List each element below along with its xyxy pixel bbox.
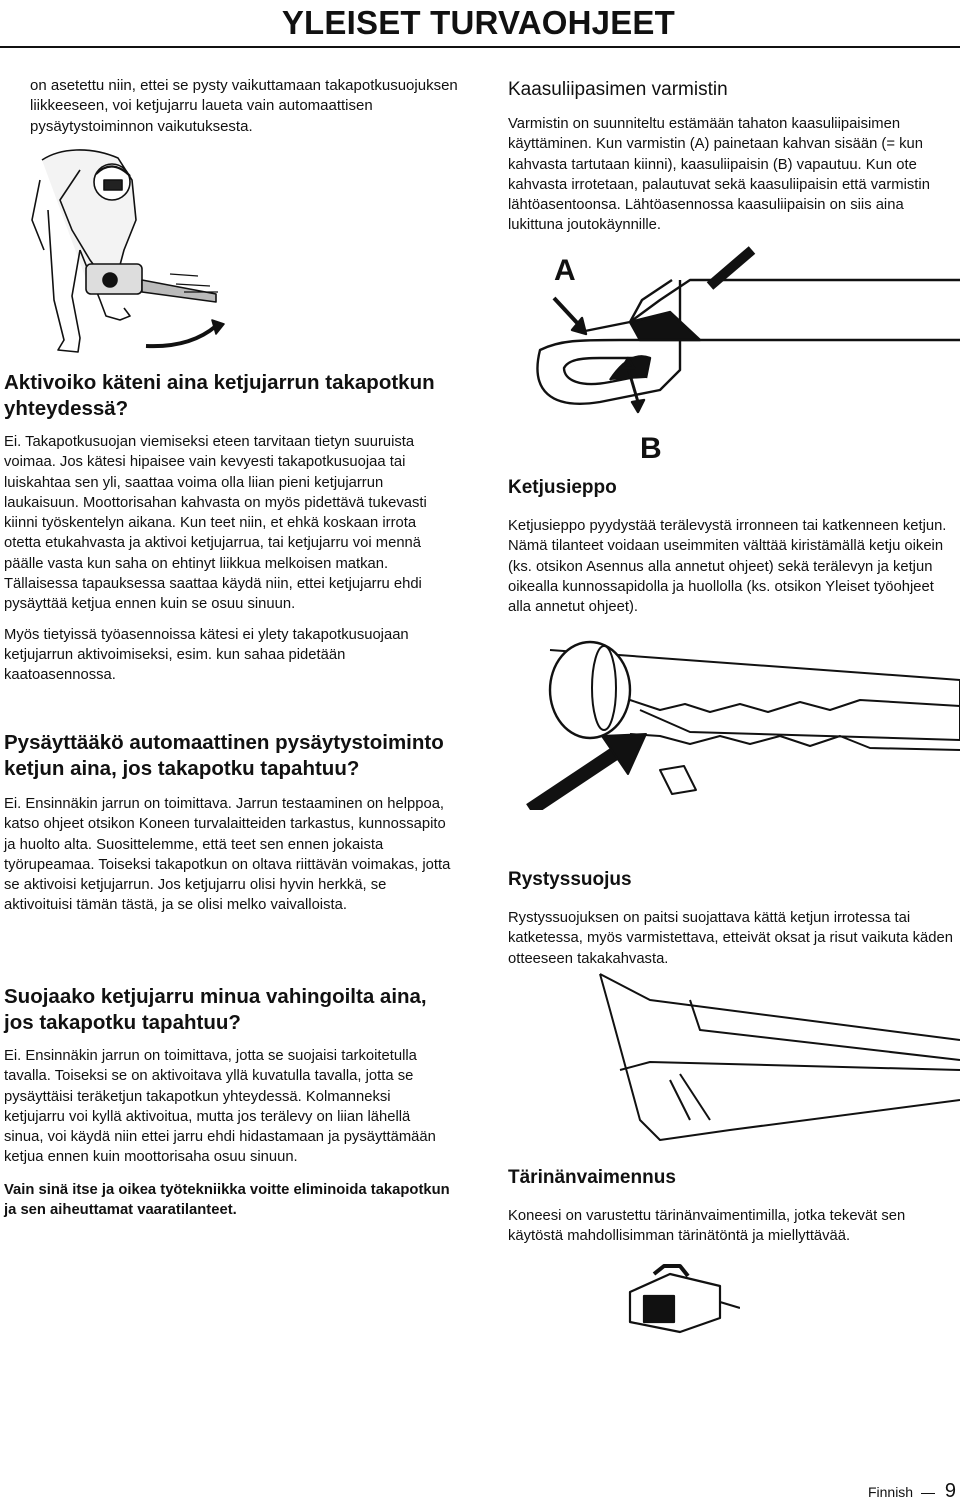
section-heading: Pysäyttääkö automaattinen pysäytystoiminto ketjun aina, jos takapotku tapahtuu?: [4, 731, 444, 780]
label-b: B: [640, 432, 662, 465]
hand-guard-illustration: [590, 970, 960, 1145]
vibration-damping-illustration: [610, 1262, 740, 1352]
paragraph: Ei. Ensinnäkin jarrun on toimittava, jotta se suojaisi tarkoitetulla tavalla. Toiseksi se on aktivoitava yllä kuvatulla tavalla, jotta se pysäyttäisi teräketjun takapotkun yhteydessä. Kolmanneksi ketjujarru voi kyllä aktivoitua, mutta jos terälevy on liian lähellä sinua, voi käydä niin ettei jarru ehdi hidastamaan ja pysäyttämään ketjua ennen kuin moottorisaha osuu sinuun.: [4, 1048, 436, 1166]
header-rule: [0, 46, 960, 48]
paragraph: Ei. Takapotkusuojan viemiseksi eteen tarvitaan tietyn suuruista voimaa. Jos kätesi hipaisee vain kevyesti takapotkusuojaa tai luiskahtaa sen yli, saattaa voima olla liian pieni ketjujarrun laukaisuun. Moottorisahan kahvasta on myös pidettävä tukevasti kiinni työskentelyn aikana. Kun teet niin, et ehkä koskaan irrota otetta etukahvasta ja aktivoi ketjujarrua, tai ketjujarru voi mennä päälle vasta kun saha on ehtinyt liikkua melkoisen matkan. Tällaisessa tapauksessa saattaa käydä niin, ettei ketjujarru ehdi pysäyttää ketjua ennen kuin se osuu sinuun.: [4, 434, 427, 613]
section-chain-catcher: [508, 476, 956, 617]
page-footer: [868, 1480, 956, 1503]
paragraph: Koneesi on varustettu tärinänvaimentimilla, jotka tekevät sen käytöstä mahdollisimman tärinätöntä ja miellyttävää.: [508, 1208, 906, 1245]
section-heading: Aktivoiko käteni aina ketjujarrun takapotkun yhteydessä?: [4, 371, 435, 420]
page-number: 9: [944, 1480, 956, 1502]
section-throttle-lockout: [508, 78, 956, 236]
paragraph: Ketjusieppo pyydystää terälevystä irronneen tai katkenneen ketjun. Nämä tilanteet voidaan useimmiten välttää kiristämällä ketju oikein (ks. otsikon Asennus alla annetut ohjeet) sekä terälevyn ja ketjun oikealla kunnossapidolla ja huollolla (ks. otsikon Yleiset työohjeet alla annetut ohjeet).: [508, 518, 947, 616]
section-heading: Ketjusieppo: [508, 477, 617, 498]
paragraph: Ei. Ensinnäkin jarrun on toimittava. Jarrun testaaminen on helppoa, katso ohjeet otsikon Koneen turvalaitteiden tarkastus, kunnossapito ja huolto alta. Suosittelemme, että teet sen ennen jokaista työrupeamaa. Toiseksi takapotkun on oltava riittävän voimakas, jotta se aktivoisi ketjujarrun. Jos ketjujarru olisi hyvin herkkä, se aktivoituisi tämän tästä, ja se olisi melko vaivalloista.: [4, 796, 451, 914]
section-heading: Suojaako ketjujarru minua vahingoilta aina, jos takapotku tapahtuu?: [4, 985, 427, 1034]
paragraph: Rystyssuojuksen on paitsi suojattava kättä ketjun irrotessa tai katketessa, myös varmistettava, etteivät oksat ja risut vaikuta käden otteeseen takakahvasta.: [508, 910, 953, 967]
page-title: YLEISET TURVAOHJEET: [281, 4, 675, 41]
footer-dash: [921, 1493, 935, 1494]
operator-kickback-illustration: [20, 140, 250, 362]
section-hand-activation: [4, 370, 452, 686]
paragraph: Myös tietyissä työasennoissa kätesi ei ylety takapotkusuojaan ketjujarrun aktivoimiseksi, esim. kun sahaa pidetään kaatoasennossa.: [4, 626, 409, 684]
throttle-lockout-illustration: [520, 240, 960, 465]
section-heading: Tärinänvaimennus: [508, 1167, 676, 1188]
section-automatic-stop: [4, 730, 452, 916]
section-heading: Kaasuliipasimen varmistin: [508, 79, 728, 100]
intro-text-block: [30, 76, 460, 137]
paragraph: Varmistin on suunniteltu estämään tahaton kaasuliipaisimen käyttäminen. Kun varmistin (A) painetaan kahvan sisään (= kun kahvasta tartutaan kiinni), kaasuliipaisin (B) vapautuu. Kun ote kahvasta irrotetaan, palautuvat sekä kaasuliipaisin että varmistin lähtöasentoonsa. Lähtöasennossa kaasuliipaisin on siis aina lukittuna joutokäynnille.: [508, 116, 930, 234]
bold-conclusion: Vain sinä itse ja oikea työtekniikka voitte eliminoida takapotkun ja sen aiheuttamat vaaratilanteet.: [4, 1181, 450, 1219]
section-heading: Rystyssuojus: [508, 869, 632, 890]
label-a: A: [554, 254, 576, 287]
section-chain-brake-protection: [4, 984, 452, 1220]
section-vibration-damping: [508, 1166, 956, 1247]
footer-language: Finnish: [867, 1484, 914, 1500]
chain-catcher-illustration: [510, 640, 960, 810]
intro-paragraph: on asetettu niin, ettei se pysty vaikuttamaan takapotkusuojuksen liikkeeseen, voi ketjujarru laueta vain automaattisen pysäytystoiminnon vaikutuksesta.: [30, 77, 458, 135]
section-hand-guard: [508, 868, 956, 969]
